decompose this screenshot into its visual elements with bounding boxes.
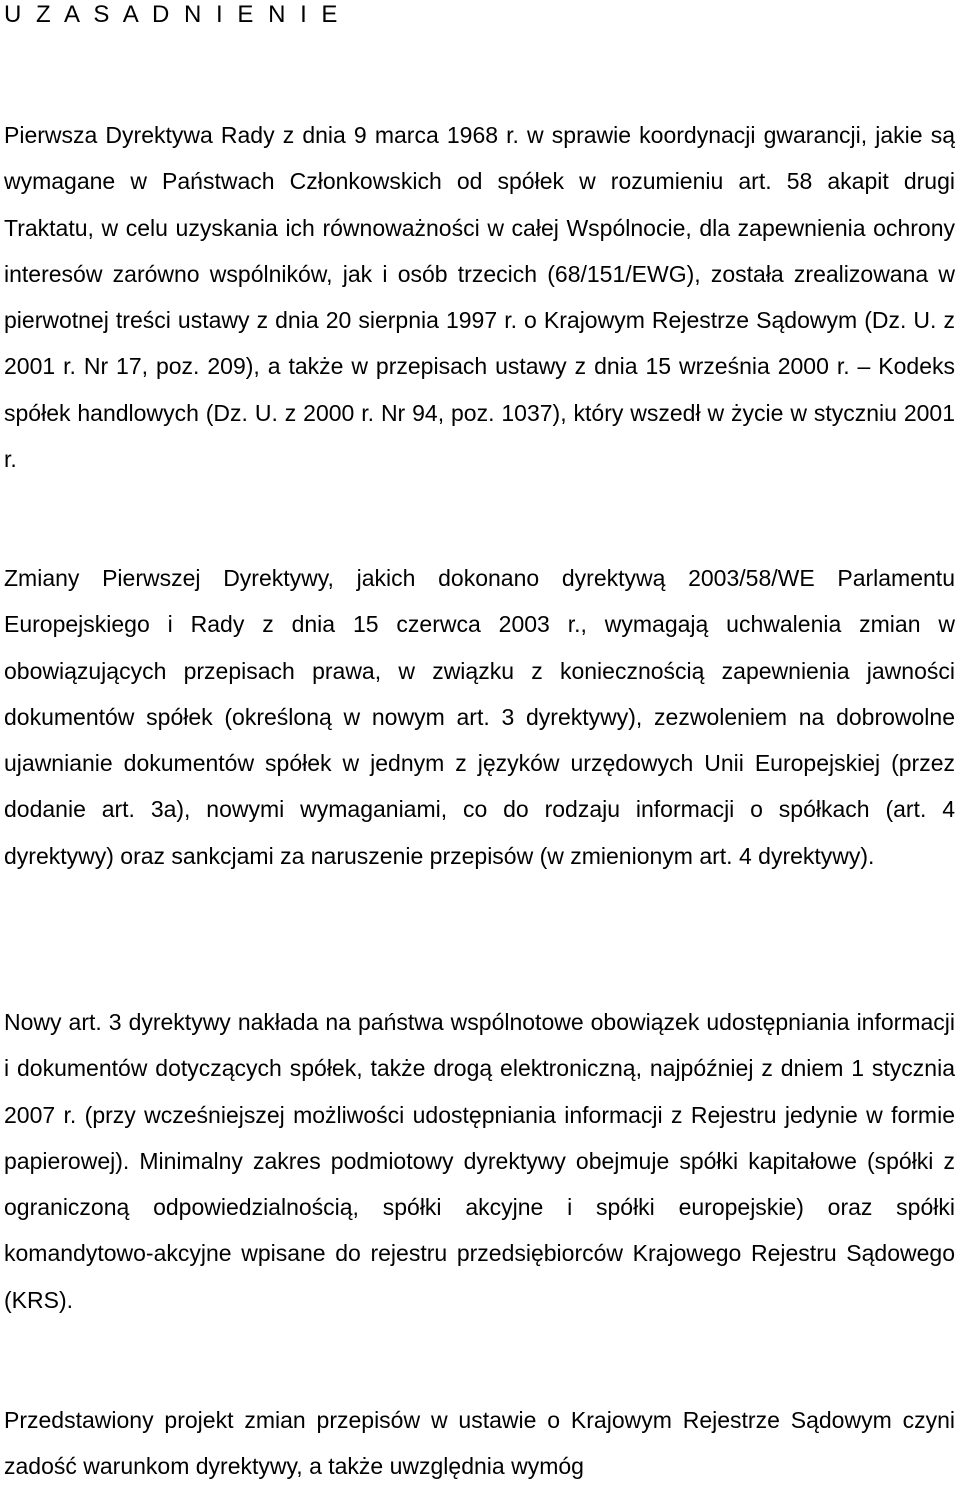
paragraph-first-directive: Pierwsza Dyrektywa Rady z dnia 9 marca 1968 r. w sprawie koordynacji gwarancji, jakie są wymagane w Państwach Członkowskich od spółek w rozumieniu art. 58 akapit drugi Traktatu, w celu uzyskania ich równoważności w całej Wspólnocie, dla zapewnienia ochrony interesów zarówno wspólników, jak i osób trzecich (68/151/EWG), została zrealizowana w pierwotnej treści ustawy z dnia 20 sierpnia 1997 r. o Krajowym Rejestrze Sądowym (Dz. U. z 2001 r. Nr 17, poz. 209), a także w przepisach ustawy z dnia 15 września 2000 r. – Kodeks spółek handlowych (Dz. U. z 2000 r. Nr 94, poz. 1037), który wszedł w życie w styczniu 2001 r. [4,122,955,473]
document-heading: U Z A S A D N I E N I E [4,1,342,28]
paragraph-new-article-3: Nowy art. 3 dyrektywy nakłada na państwa wspólnotowe obowiązek udostępniania informacji i dokumentów dotyczących spółek, także drogą elektroniczną, najpóźniej z dniem 1 stycznia 2007 r. (przy wcześniejszej możliwości udostępniania informacji z Rejestru jedynie w formie papierowej). Minimalny zakres podmiotowy dyrektywy obejmuje spółki kapitałowe (spółki z ograniczoną odpowiedzialnością, spółki akcyjne i spółki europejskie) oraz spółki komandytowo-akcyjne wpisane do rejestru przedsiębiorców Krajowego Rejestru Sądowego (KRS). [4,1009,955,1313]
paragraph-draft-changes: Przedstawiony projekt zmian przepisów w ustawie o Krajowym Rejestrze Sądowym czyni zadość warunkom dyrektywy, a także uwzględnia wymóg [4,1407,955,1480]
paragraph-directive-changes: Zmiany Pierwszej Dyrektywy, jakich dokonano dyrektywą 2003/58/WE Parlamentu Europejskiego i Rady z dnia 15 czerwca 2003 r., wymagają uchwalenia zmian w obowiązujących przepisach prawa, w związku z koniecznością zapewnienia jawności dokumentów spółek (określoną w nowym art. 3 dyrektywy), zezwoleniem na dobrowolne ujawnianie dokumentów spółek w jednym z języków urzędowych Unii Europejskiej (przez dodanie art. 3a), nowymi wymaganiami, co do rodzaju informacji o spółkach (art. 4 dyrektywy) oraz sankcjami za naruszenie przepisów (w zmienionym art. 4 dyrektywy). [4,565,955,869]
